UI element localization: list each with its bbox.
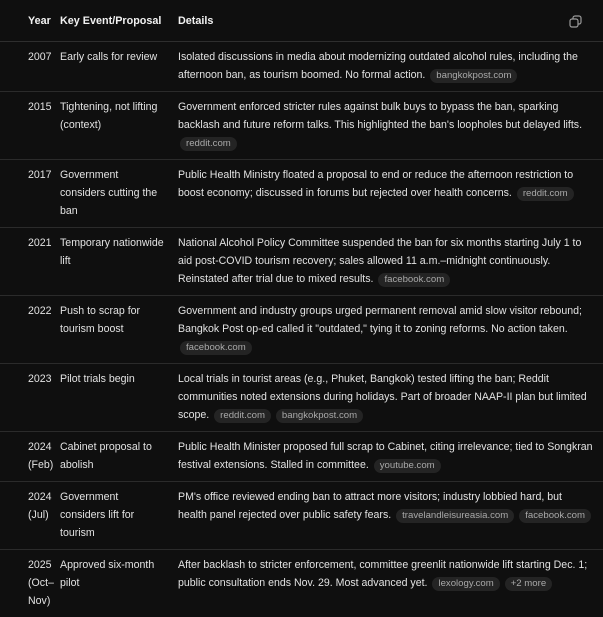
details-text: Public Health Ministry floated a proposal to end or reduce the afternoon restriction to boost economy; discussed in forums but rejected over health concerns. [178, 169, 573, 199]
table-row [0, 42, 603, 92]
cell-year: 2021 [0, 228, 54, 296]
header-row [0, 0, 603, 42]
details-text: Government enforced stricter rules against bulk buys to bypass the ban, sparking backlash and future reform talks. This highlighted the ban's loopholes but delayed lifts. [178, 101, 582, 131]
details-text: PM's office reviewed ending ban to attract more visitors; industry lobbied hard, but health panel rejected over public safety fears. [178, 491, 562, 521]
cell-event: Temporary nationwide lift [54, 228, 172, 296]
column-header-event: Key Event/Proposal [54, 0, 172, 42]
cell-event: Government considers lift for tourism [54, 482, 172, 550]
details-text: After backlash to stricter enforcement, committee greenlit nationwide lift starting Dec. 1; public consultation ends Nov. 29. Most advanced yet. [178, 559, 587, 589]
details-text: National Alcohol Policy Committee suspended the ban for six months starting July 1 to aid post-COVID tourism recovery; sales allowed 11 a.m.–midnight continuously. Reinstated after trial due to mixed results. [178, 237, 581, 285]
table-row [0, 160, 603, 228]
details-text: Public Health Minister proposed full scrap to Cabinet, citing irrelevance; tied to Songkran festival extensions. Stalled in committee. [178, 441, 593, 471]
cell-details [172, 160, 603, 228]
cell-event: Approved six-month pilot [54, 550, 172, 617]
cell-year: 2017 [0, 160, 54, 228]
cell-year: 2023 [0, 364, 54, 432]
source-chip[interactable]: +2 more [505, 577, 552, 591]
table-row [0, 364, 603, 432]
cell-event: Early calls for review [54, 42, 172, 92]
source-chip[interactable]: facebook.com [519, 509, 591, 523]
source-chip[interactable]: youtube.com [374, 459, 441, 473]
table-row [0, 228, 603, 296]
copy-icon[interactable] [565, 11, 585, 31]
details-text: Local trials in tourist areas (e.g., Phuket, Bangkok) tested lifting the ban; Reddit communities noted extensions during holidays. Part of broader NAAP-II plan but limited scope. [178, 373, 587, 421]
cell-event: Pilot trials begin [54, 364, 172, 432]
source-chip[interactable]: bangkokpost.com [430, 69, 517, 83]
details-text: Isolated discussions in media about modernizing outdated alcohol rules, including the afternoon ban, as tourism boomed. No formal action. [178, 51, 578, 81]
cell-year: 2015 [0, 92, 54, 160]
cell-year: 2024 (Jul) [0, 482, 54, 550]
cell-details [172, 296, 603, 364]
source-chip[interactable]: reddit.com [180, 137, 237, 151]
cell-event: Cabinet proposal to abolish [54, 432, 172, 482]
source-chip[interactable]: reddit.com [517, 187, 574, 201]
table-row [0, 92, 603, 160]
cell-year: 2025 (Oct–Nov) [0, 550, 54, 617]
source-chip[interactable]: reddit.com [214, 409, 271, 423]
table-row [0, 432, 603, 482]
cell-year: 2007 [0, 42, 54, 92]
column-header-year: Year [0, 0, 54, 42]
table-row [0, 482, 603, 550]
cell-event: Government considers cutting the ban [54, 160, 172, 228]
cell-details [172, 482, 603, 550]
cell-event: Push to scrap for tourism boost [54, 296, 172, 364]
cell-details [172, 92, 603, 160]
source-chip[interactable]: bangkokpost.com [276, 409, 363, 423]
cell-year: 2024 (Feb) [0, 432, 54, 482]
table-row [0, 550, 603, 617]
cell-details [172, 432, 603, 482]
cell-details [172, 364, 603, 432]
cell-year: 2022 [0, 296, 54, 364]
cell-details [172, 228, 603, 296]
cell-event: Tightening, not lifting (context) [54, 92, 172, 160]
column-header-details: Details [172, 0, 603, 42]
source-chip[interactable]: facebook.com [180, 341, 252, 355]
source-chip[interactable]: facebook.com [378, 273, 450, 287]
cell-details [172, 550, 603, 617]
source-chip[interactable]: travelandleisureasia.com [396, 509, 514, 523]
table-row [0, 296, 603, 364]
source-chip[interactable]: lexology.com [432, 577, 499, 591]
cell-details [172, 42, 603, 92]
details-text: Government and industry groups urged permanent removal amid slow visitor rebound; Bangkok Post op-ed called it "outdated," tying it to zoning reforms. No action taken. [178, 305, 582, 335]
